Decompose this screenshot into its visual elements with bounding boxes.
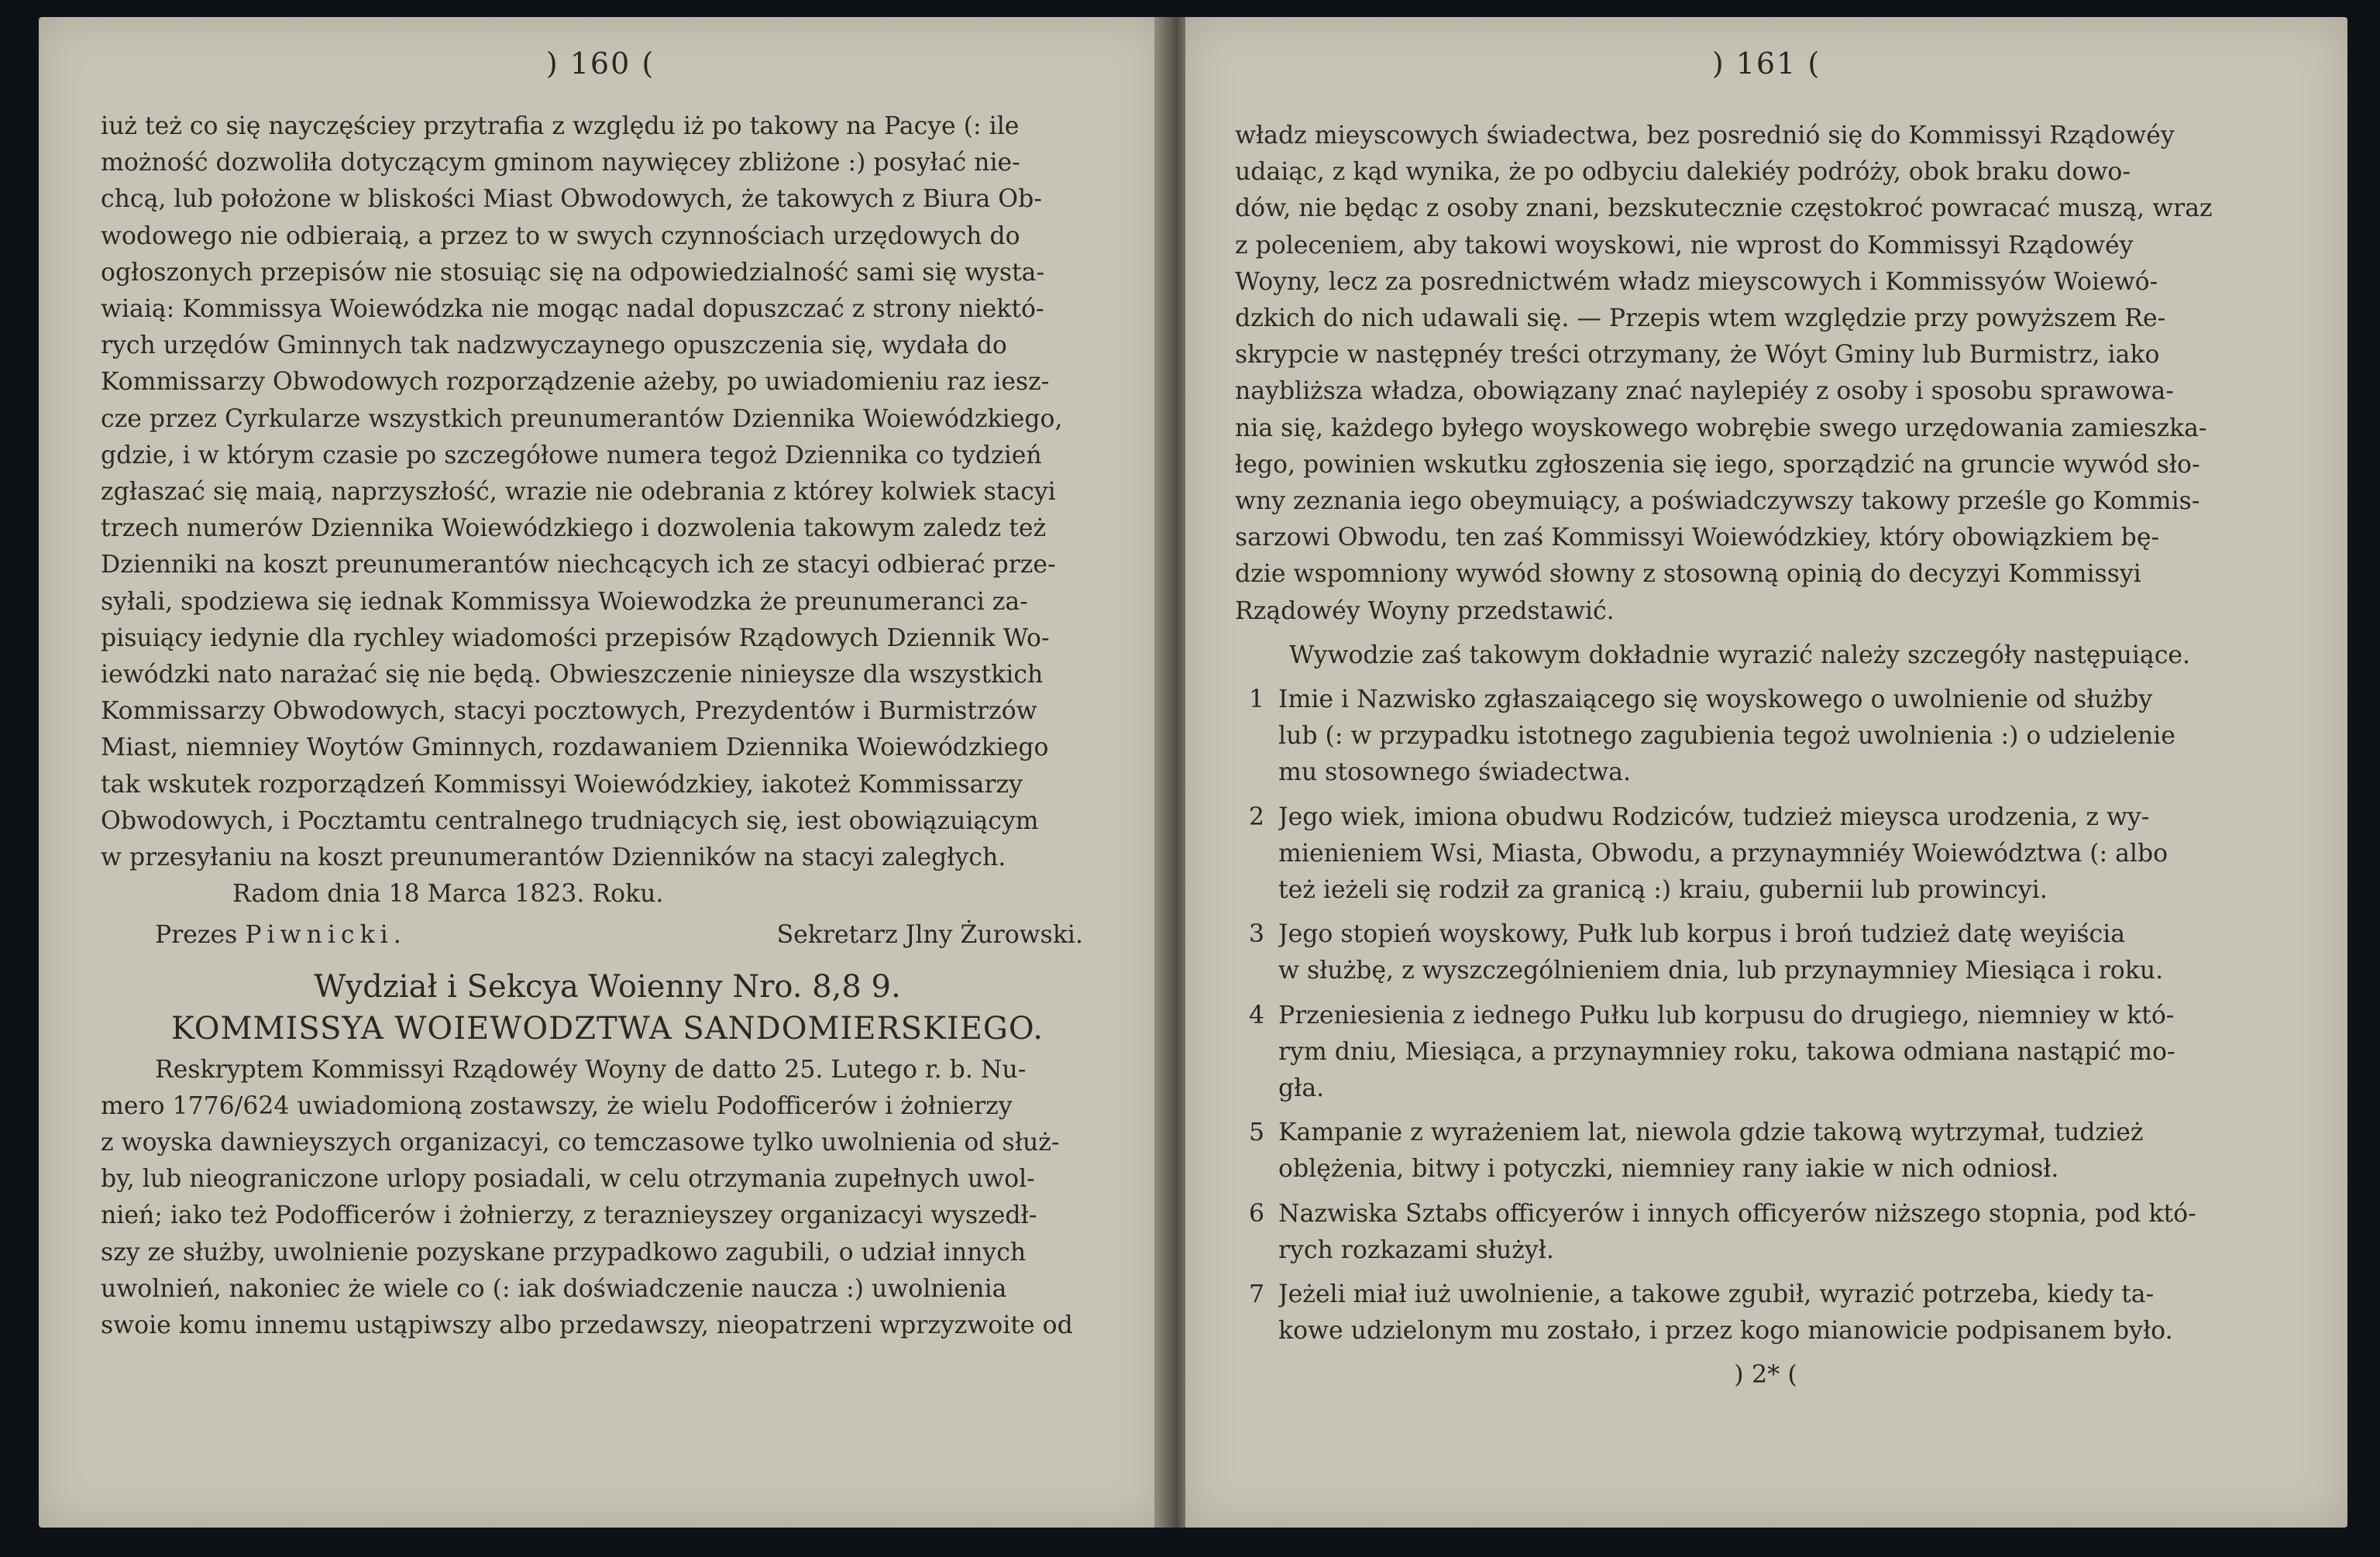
list-item <box>1235 682 2296 792</box>
list-item-body <box>1278 916 2296 989</box>
section-heading: Wydział i Sekcya Woienny Nro. 8,8 9. <box>314 968 901 1005</box>
list-item-body <box>1278 799 2296 909</box>
text-line: wiaią: Kommissya Woiewódzka nie mogąc nadal dopuszczać z strony niektó- <box>101 295 1044 324</box>
text-line: iewódzki nato narażać się nie będą. Obwieszczenie ninieysze dla wszystkich <box>101 661 1044 689</box>
left-paragraph-2 <box>101 1052 1114 1345</box>
text-line: by, lub nieograniczone urlopy posiadali, w celu otrzymania zupełnych uwol- <box>101 1165 1035 1194</box>
text-line: udaiąc, z kąd wynika, że po odbyciu dalekiéy podróży, obok braku dowo- <box>1235 158 2131 187</box>
list-item <box>1235 1277 2296 1349</box>
text-line: wny zeznania iego obeymuiący, a poświadczywszy takowy prześle go Kommis- <box>1235 487 2200 516</box>
text-line: łego, powinien wskutku zgłoszenia się iego, sporządzić na gruncie wywód sło- <box>1235 450 2200 479</box>
text-line: w służbę, z wyszczególnieniem dnia, lub przynaymniey Miesiąca i roku. <box>1278 957 2164 985</box>
text-line: uwolnień, nakoniec że wiele co (: iak doświadczenie naucza :) uwolnienia <box>101 1274 1007 1303</box>
text-line: mero 1776/624 uwiadomioną zostawszy, że wielu Podofficerów i żołnierzy <box>101 1091 1013 1120</box>
date-line: Radom dnia 18 Marca 1823. Roku. <box>232 880 664 909</box>
list-item-number: 7 <box>1248 1280 1265 1309</box>
text-line: trzech numerów Dziennika Woiewódzkiego i dozwolenia takowym zaledz też <box>101 514 1047 543</box>
text-line: rym dniu, Miesiąca, a przynaymniey roku, takowa odmiana nastąpić mo- <box>1278 1037 2175 1066</box>
president-name: Piwnicki. <box>245 921 407 950</box>
text-line: Miast, niemniey Woytów Gminnych, rozdawaniem Dziennika Woiewódzkiego <box>101 734 1049 762</box>
text-line: Dzienniki na koszt preunumerantów niechcących ich ze stacyi odbierać prze- <box>101 551 1056 579</box>
right-page-text <box>1235 118 2296 1393</box>
page-number-right: ) 161 ( <box>1711 46 1821 81</box>
text-line: Jego wiek, imiona obudwu Rodziców, tudzież mieysca urodzenia, z wy- <box>1278 803 2150 831</box>
text-line: Kommissarzy Obwodowych rozporządzenie ażeby, po uwiadomieniu raz iesz- <box>101 368 1050 397</box>
text-line: dów, nie będąc z osoby znani, bezskutecznie częstokroć powracać muszą, wraz <box>1235 194 2213 223</box>
text-line: kowe udzielonym mu zostało, i przez kogo mianowicie podpisanem było. <box>1278 1317 2173 1346</box>
text-line: nień; iako też Podofficerów i żołnierzy, z teraznieyszey organizacyi wyszedł- <box>101 1201 1037 1230</box>
text-line: mienieniem Wsi, Miasta, Obwodu, a przynaymniéy Woiewództwa (: albo <box>1278 839 2168 868</box>
text-line: Kommissarzy Obwodowych, stacyi pocztowych, Prezydentów i Burmistrzów <box>101 697 1037 726</box>
right-page <box>1185 17 2347 1528</box>
text-line: tak wskutek rozporządzeń Kommissyi Woiewódzkiey, iakoteż Kommissarzy <box>101 770 1023 799</box>
intro-line: Wywodzie zaś takowym dokładnie wyrazić należy szczegóły następuiące. <box>1289 641 2191 669</box>
text-line: swoie komu innemu ustąpiwszy albo przedawszy, nieopatrzeni wprzyzwoite od <box>101 1311 1073 1340</box>
list-item-body <box>1278 998 2296 1108</box>
text-line: rych rozkazami służył. <box>1278 1236 1554 1264</box>
list-item <box>1235 799 2296 909</box>
text-line: Rządowéy Woyny przedstawić. <box>1235 596 1615 625</box>
list-item-body <box>1278 1277 2296 1349</box>
text-line: szy ze służby, uwolnienie pozyskane przypadkowo zagubili, o udział innych <box>101 1238 1027 1267</box>
text-line: zgłaszać się maią, naprzyszłość, wrazie nie odebrania z którey kolwiek stacyi <box>101 478 1056 507</box>
text-line: iuż też co się nayczęściey przytrafia z względu iż po takowy na Pacye (: ile <box>101 112 1020 140</box>
text-line: Przeniesienia z iednego Pułku lub korpusu do drugiego, niemniey w któ- <box>1278 1001 2175 1029</box>
list-item-body <box>1278 1115 2296 1188</box>
signatures <box>101 917 1114 954</box>
text-line: pisuiący iedynie dla rychley wiadomości przepisów Rządowych Dziennik Wo- <box>101 624 1050 652</box>
text-line: dzie wspomniony wywód słowny z stosowną opinią do decyzyi Kommissyi <box>1235 560 2141 589</box>
text-line: ogłoszonych przepisów nie stosuiąc się na odpowiedzialność sami się wysta- <box>101 258 1045 287</box>
text-line: nia się, każdego byłego woyskowego wobrębie swego urzędowania zamieszka- <box>1235 414 2207 442</box>
text-line: Nazwiska Sztabs officyerów i innych officyerów niższego stopnia, pod któ- <box>1278 1199 2196 1228</box>
page-number-left: ) 160 ( <box>545 46 655 81</box>
left-page-text <box>101 108 1114 1344</box>
list-item <box>1235 998 2296 1108</box>
text-line: skrypcie w następnéy treści otrzymany, że Wóyt Gminy lub Burmistrz, iako <box>1235 341 2160 369</box>
list-item-number: 4 <box>1248 1001 1265 1029</box>
secretary-signature: Sekretarz Jlny Żurowski. <box>776 921 1083 950</box>
text-line: Woyny, lecz za posrednictwém władz mieyscowych i Kommissyów Woiewó- <box>1235 267 2158 296</box>
text-line: gła. <box>1278 1074 1325 1103</box>
list-item <box>1235 1196 2296 1269</box>
text-line: wodowego nie odbieraią, a przez to w swych czynnościach urzędowych do <box>101 222 1020 250</box>
list-item-number: 2 <box>1248 803 1265 831</box>
right-paragraph-1 <box>1235 118 2296 630</box>
text-line: Obwodowych, i Pocztamtu centralnego trudniących się, iest obowiązuiącym <box>101 806 1039 835</box>
president-label: Prezes <box>155 921 238 950</box>
text-line: syłali, spodziewa się iednak Kommissya Woiewodzka że preunumeranci za- <box>101 587 1028 616</box>
text-line: Kampanie z wyrażeniem lat, niewola gdzie takową wytrzymał, tudzież <box>1278 1119 2144 1147</box>
list-item-number: 1 <box>1248 686 1265 714</box>
list-item <box>1235 1115 2296 1188</box>
list-item-body <box>1278 682 2296 792</box>
text-line: lub (: w przypadku istotnego zagubienia tegoż uwolnienia :) o udzielenie <box>1278 722 2175 751</box>
text-line: Jeżeli miał iuż uwolnienie, a takowe zgubił, wyrazić potrzeba, kiedy ta- <box>1278 1280 2155 1309</box>
left-page <box>39 17 1162 1528</box>
text-line: władz mieyscowych świadectwa, bez posrednió się do Kommissyi Rządowéy <box>1235 122 2175 150</box>
list-item-number: 3 <box>1248 920 1265 949</box>
text-line: rych urzędów Gminnych tak nadzwyczaynego opuszczenia się, wydała do <box>101 332 1007 360</box>
text-line: dzkich do nich udawali się. — Przepis wtem względzie przy powyższem Re- <box>1235 304 2166 333</box>
commission-heading: KOMMISSYA WOIEWODZTWA SANDOMIERSKIEGO. <box>170 1010 1044 1047</box>
text-line: Reskryptem Kommissyi Rządowéy Woyny de datto 25. Lutego r. b. Nu- <box>155 1055 1027 1084</box>
text-line: też ieżeli się rodził za granicą :) kraiu, gubernii lub prowincyi. <box>1278 876 2048 905</box>
list-item-body <box>1278 1196 2296 1269</box>
president-signature <box>155 917 407 954</box>
list-item-number: 6 <box>1248 1199 1265 1228</box>
text-line: możność dozwoliła dotyczącym gminom naywięcey zbliżone :) posyłać nie- <box>101 149 1020 177</box>
text-line: chcą, lub położone w bliskości Miast Obwodowych, że takowych z Biura Ob- <box>101 185 1042 214</box>
list-item-number: 5 <box>1248 1119 1265 1147</box>
list-item <box>1235 916 2296 989</box>
text-line: Jego stopień woyskowy, Pułk lub korpus i broń tudzież datę weyiścia <box>1278 920 2125 949</box>
text-line: w przesyłaniu na koszt preunumerantów Dzienników na stacyi zaległych. <box>101 844 1006 872</box>
left-paragraph-1 <box>101 108 1114 876</box>
text-line: oblężenia, bitwy i potyczki, niemniey rany iakie w nich odniosł. <box>1278 1155 2059 1184</box>
signature-mark: ) 2* ( <box>1734 1359 1797 1389</box>
text-line: sarzowi Obwodu, ten zaś Kommissyi Woiewódzkiey, który obowiązkiem bę- <box>1235 524 2160 552</box>
text-line: mu stosownego świadectwa. <box>1278 758 1631 787</box>
text-line: z woyska dawnieyszych organizacyi, co temczasowe tylko uwolnienia od służ- <box>101 1129 1060 1157</box>
text-line: Imie i Nazwisko zgłaszaiącego się woyskowego o uwolnienie od służby <box>1278 686 2153 714</box>
text-line: gdzie, i w którym czasie po szczegółowe numera tegoż Dziennika co tydzień <box>101 441 1042 469</box>
text-line: naybliższa władza, obowiązany znać naylepiéy z osoby i sposobu sprawowa- <box>1235 377 2174 406</box>
text-line: z poleceniem, aby takowi woyskowi, nie wprost do Kommissyi Rządowéy <box>1235 231 2134 260</box>
text-line: cze przez Cyrkularze wszystkich preunumerantów Dziennika Woiewódzkiego, <box>101 404 1063 433</box>
